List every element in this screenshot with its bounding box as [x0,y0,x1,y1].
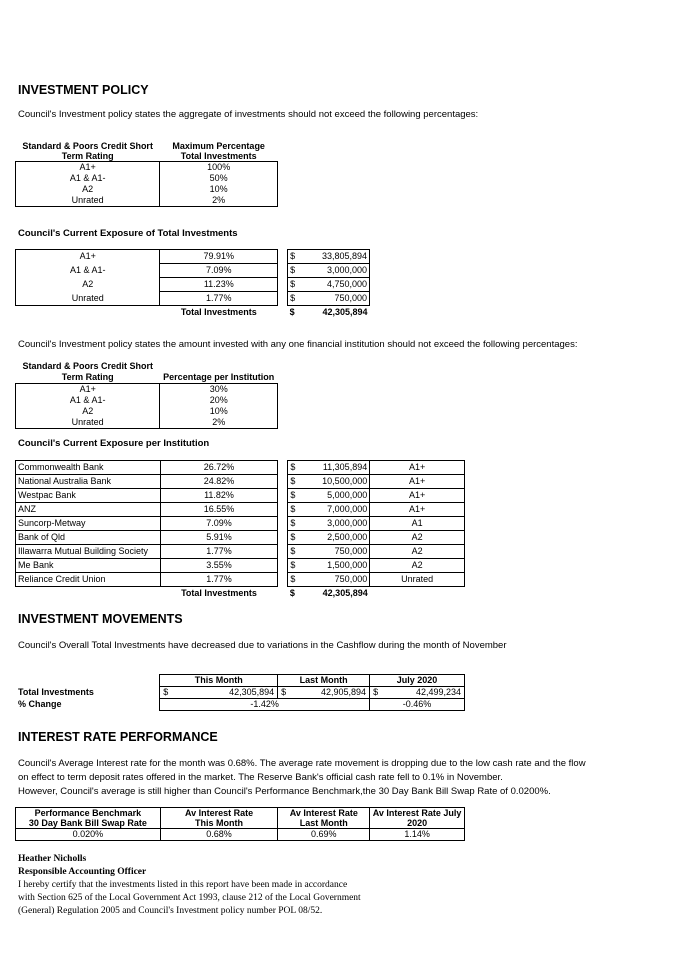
amount-cell: 3,000,000 [300,264,370,278]
currency-cell: $ [288,475,300,489]
amount-cell: 10,500,000 [300,475,370,489]
amount-cell: 1,500,000 [300,559,370,573]
rating-cell: A1+ [370,461,465,475]
percentage-cell: 2% [160,417,278,429]
interest-paragraph-line3: However, Council's average is still higher than Council's Performance Benchmark,the 30 Day Bank Bill Swap Rate of 0.0200%. [18,786,551,797]
institution-name-cell: Illawarra Mutual Building Society [16,545,161,559]
currency-cell: $ [288,559,300,573]
rating-cell: Unrated [370,573,465,587]
amount-cell: 11,305,894 [300,461,370,475]
total-amount: 42,305,894 [322,588,368,599]
table-row [15,687,465,699]
table-row [16,503,465,517]
rating-cell: A1+ [370,503,465,517]
currency-cell: $ [373,687,379,697]
currency-cell: $ [163,687,169,697]
amount-cell: 750,000 [300,573,370,587]
table-row [16,162,278,174]
table-row [16,417,278,429]
rating-cell: A2 [16,278,160,292]
currency-cell: $ [288,292,300,306]
percentage-cell: 5.91% [160,531,278,545]
exposure-institution-heading: Council's Current Exposure per Institution [18,438,210,449]
table-row [16,559,465,573]
percentage-cell: 3.55% [160,559,278,573]
table-row [16,531,465,545]
rating-cell: A2 [16,184,160,195]
table-row [16,292,370,306]
institution-name-cell: Suncorp-Metway [16,517,161,531]
currency-cell: $ [288,531,300,545]
currency-cell: $ [288,517,300,531]
last-month-rate-header [278,808,370,829]
total-investments-label: Total Investments [18,687,94,697]
this-month-rate-header [160,808,278,829]
policy-intro-text: Council's Investment policy states the aggregate of investments should not exceed the following percentages: [18,109,479,120]
this-month-header-line1: Av Interest Rate [184,808,254,818]
table-row [16,384,278,396]
exposure-total-table [15,249,370,320]
this-month-header-line2: This Month [195,818,244,828]
amount-cell: 4,750,000 [300,278,370,292]
table-row [16,517,465,531]
rating-cell: Unrated [16,292,160,306]
officer-name: Heather Nicholls [18,854,87,864]
table-row [16,829,465,841]
interest-rate-heading: INTEREST RATE PERFORMANCE [18,730,218,744]
july-header-line1: Av Interest Rate July [372,808,462,818]
certification-line3: (General) Regulation 2005 and Council's Investment policy number POL 08/52. [18,906,323,916]
exposure-total-heading: Council's Current Exposure of Total Investments [18,228,238,239]
rating-cell: A1+ [370,489,465,503]
july-rate-header [370,808,465,829]
rating-cell: A1 [370,517,465,531]
movements-table [15,674,465,711]
amount-cell: 42,905,894 [321,687,367,697]
last-month-header: Last Month [278,675,370,687]
currency-cell: $ [288,545,300,559]
currency-cell: $ [288,489,300,503]
table-row [16,184,278,195]
institution-limits-table [15,359,278,429]
amount-cell: 42,499,234 [415,687,461,697]
currency-cell: $ [288,278,300,292]
institution-name-cell: Bank of Qld [16,531,161,545]
table-row [16,278,370,292]
institution-name-cell: Westpac Bank [16,489,161,503]
percentage-cell: 11.82% [160,489,278,503]
amount-cell: 750,000 [300,545,370,559]
currency-cell: $ [288,250,300,264]
certification-line1: I hereby certify that the investments listed in this report have been made in accordance [18,880,348,890]
table-row [16,395,278,406]
table-row [16,264,370,278]
table-row [16,195,278,207]
certification-line2: with Section 625 of the Local Government Act 1993, clause 212 of the Local Government [18,893,361,903]
july-header-line2: 2020 [407,818,428,828]
percent-change-label: % Change [18,699,62,709]
change-this-vs-last: -1.42% [160,699,370,711]
percentage-cell: 24.82% [160,475,278,489]
percentage-cell: 1.77% [160,292,278,306]
percentage-cell: 1.77% [160,545,278,559]
percentage-cell: 7.09% [160,517,278,531]
rating-cell: A1 & A1- [16,395,160,406]
institution-name-cell: National Australia Bank [16,475,161,489]
currency-cell: $ [288,461,300,475]
total-row [16,587,465,601]
percentage-cell: 16.55% [160,503,278,517]
percentage-cell: 20% [160,395,278,406]
table-row [16,173,278,184]
currency-cell: $ [288,503,300,517]
percentage-cell: 30% [160,384,278,396]
this-month-header: This Month [160,675,278,687]
percentage-cell: 26.72% [160,461,278,475]
interest-paragraph-line2: on effect to term deposit rates offered in the market. The Reserve Bank's official cash rate fell to 0.1% in November. [18,772,503,783]
amount-cell: 2,500,000 [300,531,370,545]
table-row [16,489,465,503]
rating-cell: A1 & A1- [16,264,160,278]
percentage-cell: 1.77% [160,573,278,587]
rating-cell: A2 [370,559,465,573]
max-percentage-column-header: Maximum Percentage Total Investments [172,141,265,161]
currency-cell: $ [289,307,295,318]
currency-cell: $ [288,573,300,587]
percentage-cell: 50% [160,173,278,184]
interest-paragraph-line1: Council's Average Interest rate for the month was 0.68%. The average rate movement is dropping due to the low cash rate and the flow [18,758,586,769]
percentage-cell: 100% [160,162,278,174]
total-label: Total Investments [180,307,257,318]
currency-cell: $ [289,588,295,599]
benchmark-value: 0.020% [16,829,161,841]
currency-cell: $ [281,687,287,697]
movements-text: Council's Overall Total Investments have decreased due to variations in the Cashflow during the month of November [18,640,507,651]
rating-cell: A1+ [370,475,465,489]
this-month-rate-value: 0.68% [160,829,278,841]
amount-cell: 33,805,894 [300,250,370,264]
rating-column-header: Standard & Poors Credit Short Term Rating [22,361,153,382]
amount-cell: 5,000,000 [300,489,370,503]
last-month-header-line2: Last Month [299,818,348,828]
institution-policy-intro-text: Council's Investment policy states the amount invested with any one financial institution should not exceed the following percentages: [18,339,578,350]
benchmark-header [16,808,161,829]
amount-cell: 3,000,000 [300,517,370,531]
rating-cell: A1+ [16,384,160,396]
currency-cell: $ [288,264,300,278]
july-2020-header: July 2020 [370,675,465,687]
rating-cell: A1 & A1- [16,173,160,184]
total-label: Total Investments [181,588,257,599]
rating-cell: A2 [370,531,465,545]
percentage-cell: 10% [160,184,278,195]
last-month-rate-value: 0.69% [278,829,370,841]
exposure-institution-table [15,460,465,601]
total-amount: 42,305,894 [322,307,368,318]
rating-column-header: Standard & Poors Credit Short Term Rating [22,141,153,161]
table-row [16,461,465,475]
percentage-cell: 7.09% [160,264,278,278]
institution-name-cell: Reliance Credit Union [16,573,161,587]
table-row [16,406,278,417]
table-row [16,573,465,587]
benchmark-header-line2: 30 Day Bank Bill Swap Rate [28,818,147,828]
rating-cell: Unrated [16,195,160,207]
interest-rate-table [15,807,465,841]
rating-cell: A1+ [16,162,160,174]
investment-movements-heading: INVESTMENT MOVEMENTS [18,612,183,626]
amount-cell: 7,000,000 [300,503,370,517]
percentage-cell: 11.23% [160,278,278,292]
policy-limits-table [15,137,278,207]
rating-cell: A2 [370,545,465,559]
total-row [16,306,370,320]
table-row [16,545,465,559]
benchmark-header-line1: Performance Benchmark [34,808,142,818]
percentage-cell: 79.91% [160,250,278,264]
amount-cell: 42,305,894 [229,687,275,697]
investment-policy-heading: INVESTMENT POLICY [18,83,149,97]
amount-cell: 750,000 [300,292,370,306]
rating-cell: A2 [16,406,160,417]
table-row [16,250,370,264]
institution-name-cell: Commonwealth Bank [16,461,161,475]
officer-title: Responsible Accounting Officer [18,867,147,877]
institution-name-cell: Me Bank [16,559,161,573]
table-row [16,475,465,489]
last-month-header-line1: Av Interest Rate [289,808,358,818]
percentage-cell: 2% [160,195,278,207]
change-vs-july: -0.46% [370,699,465,711]
percentage-cell: 10% [160,406,278,417]
rating-cell: A1+ [16,250,160,264]
rating-cell: Unrated [16,417,160,429]
table-row [15,699,465,711]
july-rate-value: 1.14% [370,829,465,841]
institution-name-cell: ANZ [16,503,161,517]
per-institution-column-header: Percentage per Institution [163,372,275,382]
